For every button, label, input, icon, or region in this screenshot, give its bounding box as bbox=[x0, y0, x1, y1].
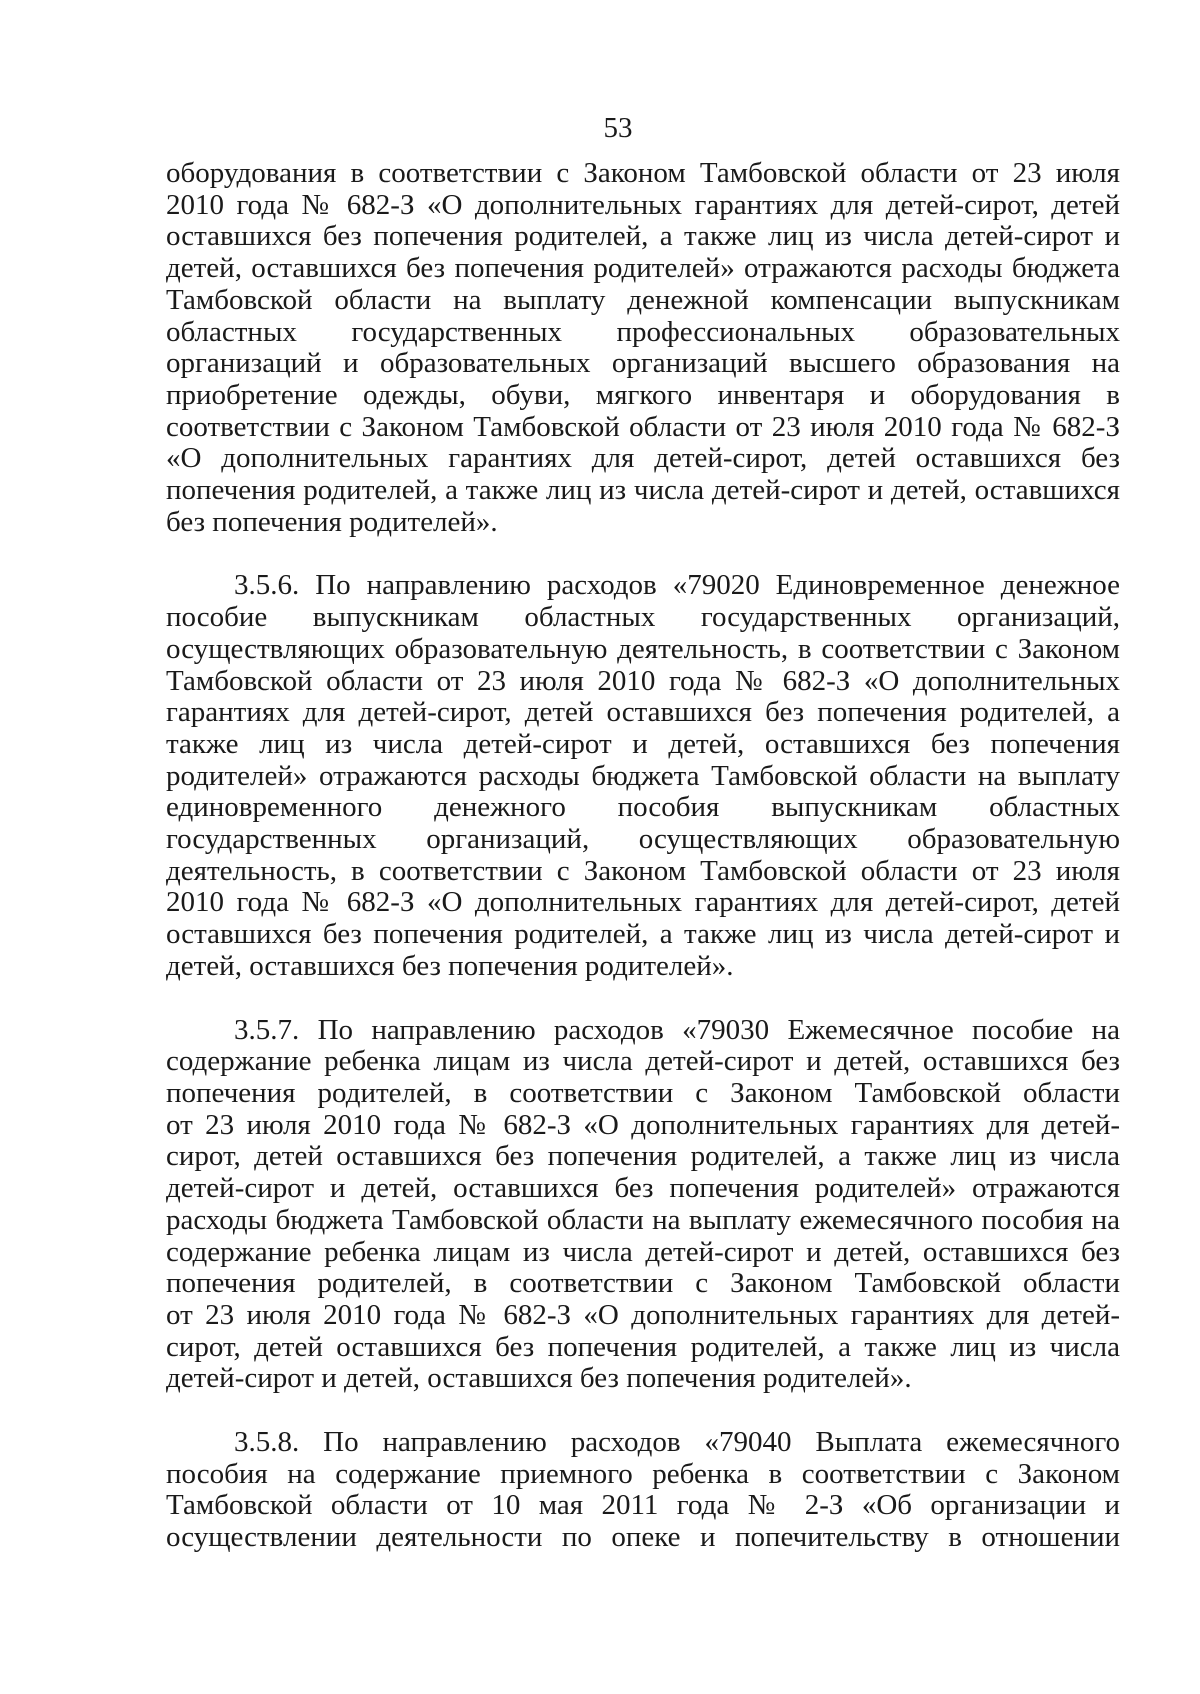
text-line: сирот, детей оставшихся без попечения родителей, а также лиц из числа bbox=[166, 1330, 1120, 1363]
page-number: 53 bbox=[603, 112, 633, 144]
text-line: «О дополнительных гарантиях для детей-сирот, детей оставшихся без bbox=[166, 442, 1120, 475]
text-line: государственных организаций, осуществляющих образовательную bbox=[166, 823, 1120, 856]
text-line: 3.5.6. По направлению расходов «79020 Единовременное денежное bbox=[234, 569, 1120, 602]
text-line: соответствии с Законом Тамбовской области от 23 июля 2010 года № 682-З bbox=[166, 410, 1120, 443]
text-line: оборудования в соответствии с Законом Тамбовской области от 23 июля bbox=[166, 157, 1120, 189]
text-line: пособия на содержание приемного ребенка в соответствии с Законом bbox=[166, 1457, 1120, 1490]
document-body bbox=[166, 158, 1120, 1586]
text-line: Тамбовской области от 10 мая 2011 года № 2-З «Об организации и bbox=[166, 1489, 1120, 1522]
text-line: 3.5.8. По направлению расходов «79040 Выплата ежемесячного bbox=[234, 1426, 1120, 1459]
text-line: пособие выпускникам областных государственных организаций, bbox=[166, 601, 1120, 634]
text-line: оставшихся без попечения родителей, а также лиц из числа детей-сирот и bbox=[166, 220, 1120, 253]
text-line: Тамбовской области от 23 июля 2010 года № 682-З «О дополнительных bbox=[166, 664, 1120, 697]
text-line: родителей» отражаются расходы бюджета Тамбовской области на выплату bbox=[166, 759, 1120, 792]
text-line: от 23 июля 2010 года № 682-З «О дополнительных гарантиях для детей- bbox=[166, 1108, 1120, 1141]
text-line: расходы бюджета Тамбовской области на выплату ежемесячного пособия на bbox=[166, 1203, 1120, 1236]
text-line: осуществляющих образовательную деятельность, в соответствии с Законом bbox=[166, 632, 1120, 665]
text-line: детей-сирот и детей, оставшихся без попечения родителей». bbox=[166, 1362, 912, 1395]
text-line: единовременного денежного пособия выпускникам областных bbox=[166, 791, 1120, 824]
text-line: без попечения родителей». bbox=[166, 505, 498, 538]
paragraph bbox=[166, 1427, 1120, 1554]
paragraph bbox=[166, 158, 1120, 538]
text-line: также лиц из числа детей-сирот и детей, оставшихся без попечения bbox=[166, 727, 1120, 760]
text-line: содержание ребенка лицам из числа детей-сирот и детей, оставшихся без bbox=[166, 1045, 1120, 1078]
text-line: областных государственных профессиональных образовательных bbox=[166, 315, 1120, 348]
text-line: содержание ребенка лицам из числа детей-сирот и детей, оставшихся без bbox=[166, 1235, 1120, 1268]
text-line: 2010 года № 682-З «О дополнительных гарантиях для детей-сирот, детей bbox=[166, 886, 1120, 919]
paragraph bbox=[166, 1015, 1120, 1395]
text-line: приобретение одежды, обуви, мягкого инвентаря и оборудования в bbox=[166, 378, 1120, 411]
text-line: деятельность, в соответствии с Законом Тамбовской области от 23 июля bbox=[166, 854, 1120, 887]
text-line: 2010 года № 682-З «О дополнительных гарантиях для детей-сирот, детей bbox=[166, 188, 1120, 221]
text-line: организаций и образовательных организаций высшего образования на bbox=[166, 347, 1120, 380]
text-line: детей, оставшихся без попечения родителей» отражаются расходы бюджета bbox=[166, 252, 1120, 285]
text-line: оставшихся без попечения родителей, а также лиц из числа детей-сирот и bbox=[166, 918, 1120, 951]
text-line: детей, оставшихся без попечения родителей». bbox=[166, 949, 734, 982]
text-line: осуществлении деятельности по опеке и попечительству в отношении bbox=[166, 1521, 1120, 1554]
text-line: гарантиях для детей-сирот, детей оставшихся без попечения родителей, а bbox=[166, 696, 1120, 729]
text-line: попечения родителей, в соответствии с Законом Тамбовской области bbox=[166, 1267, 1120, 1300]
text-line: 3.5.7. По направлению расходов «79030 Ежемесячное пособие на bbox=[234, 1013, 1120, 1046]
paragraph bbox=[166, 570, 1120, 982]
text-line: детей-сирот и детей, оставшихся без попечения родителей» отражаются bbox=[166, 1172, 1120, 1205]
text-line: попечения родителей, а также лиц из числа детей-сирот и детей, оставшихся bbox=[166, 474, 1120, 507]
text-line: попечения родителей, в соответствии с Законом Тамбовской области bbox=[166, 1076, 1120, 1109]
text-line: от 23 июля 2010 года № 682-З «О дополнительных гарантиях для детей- bbox=[166, 1298, 1120, 1331]
text-line: Тамбовской области на выплату денежной компенсации выпускникам bbox=[166, 283, 1120, 316]
text-line: сирот, детей оставшихся без попечения родителей, а также лиц из числа bbox=[166, 1140, 1120, 1173]
